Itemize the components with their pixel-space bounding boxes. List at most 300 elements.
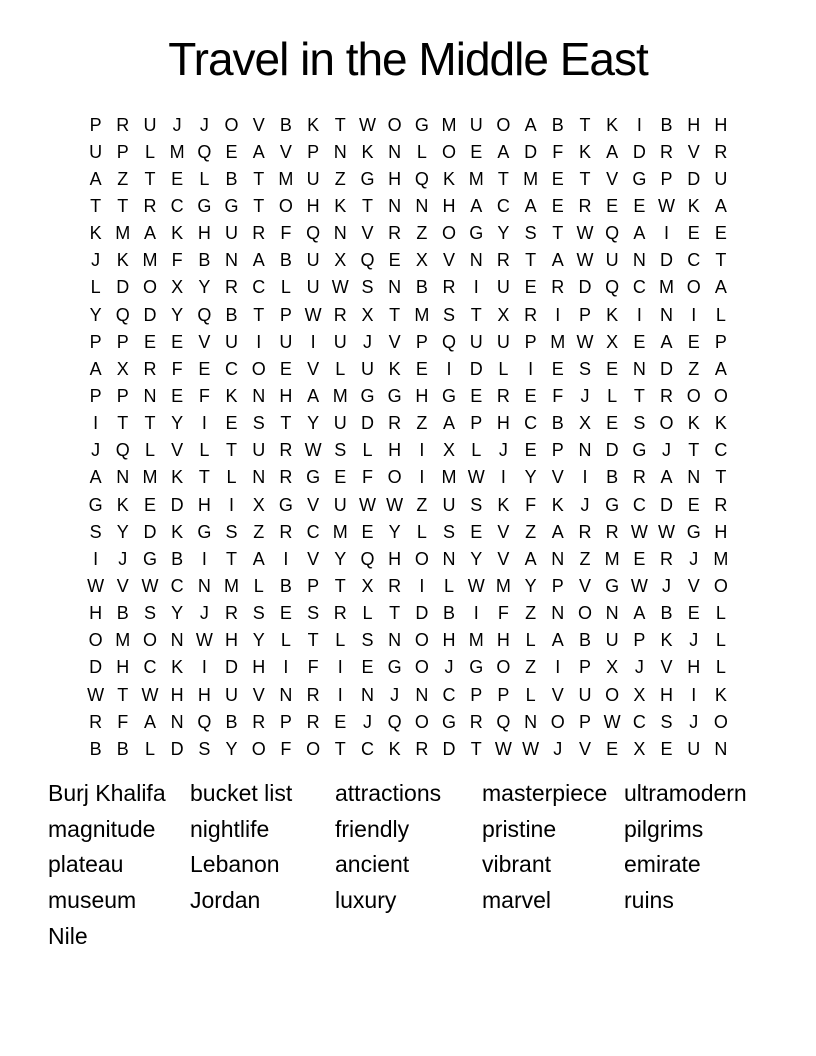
grid-letter: O [414,630,429,651]
grid-letter: R [660,385,674,406]
grid-letter: V [497,521,510,542]
grid-letter: A [252,548,265,569]
grid-letter: O [414,548,429,569]
grid-letter: C [496,195,510,216]
grid-letter: G [686,521,701,542]
grid-letter: B [116,603,129,624]
grid-letter: T [226,440,238,461]
grid-letter: K [687,195,700,216]
grid-letter: W [576,250,594,271]
grid-letter: E [687,603,700,624]
grid-letter: R [551,277,565,298]
grid-letter: L [362,603,373,624]
grid-letter: H [687,657,701,678]
grid-letter: X [633,738,646,759]
grid-letter: O [577,603,592,624]
grid-letter: F [552,385,564,406]
grid-letter: F [552,141,564,162]
grid-letter: R [143,195,157,216]
grid-letter: P [551,440,564,461]
grid-letter: A [143,223,156,244]
grid-letter: I [337,657,343,678]
grid-letter: S [198,738,211,759]
grid-letter: O [550,711,565,732]
grid-letter: G [605,575,620,596]
grid-letter: R [632,467,646,488]
grid-letter: G [197,195,212,216]
grid-letter: U [225,331,239,352]
grid-letter: X [361,304,374,325]
grid-letter: R [89,711,103,732]
grid-letter: I [337,684,343,705]
grid-letter: Q [442,331,457,352]
grid-letter: P [89,385,102,406]
grid-letter: N [415,195,429,216]
grid-letter: E [279,603,292,624]
grid-letter: K [225,385,238,406]
grid-letter: M [115,630,131,651]
grid-letter: U [333,494,347,515]
grid-letter: N [170,711,184,732]
grid-letter: U [442,494,456,515]
grid-letter: S [334,440,347,461]
grid-letter: B [171,548,184,569]
grid-letter: I [500,467,506,488]
grid-letter: C [252,277,266,298]
grid-letter: U [306,168,320,189]
grid-letter: E [198,358,211,379]
grid-letter: I [473,603,479,624]
grid-letter: N [170,630,184,651]
grid-letter: I [283,657,289,678]
grid-letter: R [388,575,402,596]
grid-letter: I [419,440,425,461]
grid-letter: P [714,331,727,352]
grid-letter: R [252,711,266,732]
grid-letter: V [551,467,564,488]
grid-letter: O [88,630,103,651]
grid-letter: O [442,223,457,244]
grid-letter: E [171,168,184,189]
grid-letter: W [576,331,594,352]
grid-letter: G [88,494,103,515]
word-list-item: luxury [335,887,397,914]
grid-letter: T [90,195,102,216]
grid-letter: E [606,738,619,759]
grid-letter: A [551,630,564,651]
grid-letter: V [660,657,673,678]
word-list-item: nightlife [190,815,270,842]
grid-letter: R [279,440,293,461]
puzzle-title: Travel in the Middle East [168,33,648,85]
grid-letter: O [387,467,402,488]
grid-letter: V [252,684,265,705]
grid-letter: D [415,603,429,624]
grid-letter: K [443,168,456,189]
grid-letter: I [664,223,670,244]
grid-letter: I [283,548,289,569]
grid-letter: U [279,331,293,352]
grid-letter: K [171,657,184,678]
grid-letter: D [578,277,592,298]
grid-letter: X [606,331,619,352]
grid-letter: V [279,141,292,162]
grid-letter: G [632,440,647,461]
grid-letter: A [660,331,673,352]
grid-letter: Y [470,548,483,569]
grid-letter: U [225,223,239,244]
grid-letter: Y [388,521,401,542]
grid-letter: G [387,385,402,406]
grid-letter: D [143,304,157,325]
grid-letter: S [470,494,483,515]
grid-letter: T [253,304,265,325]
grid-letter: H [197,223,211,244]
grid-letter: U [605,250,619,271]
grid-letter: N [551,548,565,569]
grid-letter: G [632,168,647,189]
grid-letter: V [307,358,320,379]
grid-letter: K [714,413,727,434]
grid-letter: I [93,548,99,569]
grid-letter: R [605,521,619,542]
grid-letter: B [89,738,102,759]
grid-letter: E [225,413,238,434]
grid-letter: P [470,684,483,705]
grid-letter: T [144,413,156,434]
grid-letter: E [687,223,700,244]
grid-letter: A [89,168,102,189]
grid-letter: P [116,385,129,406]
grid-letter: Z [416,223,428,244]
grid-letter: B [279,114,292,135]
grid-letter: Z [579,548,591,569]
grid-letter: R [225,603,239,624]
grid-letter: L [416,141,427,162]
grid-letter: R [660,548,674,569]
grid-letter: J [444,657,454,678]
grid-letter: Q [197,304,212,325]
grid-letter: I [201,413,207,434]
grid-letter: W [331,277,349,298]
grid-letter: O [306,738,321,759]
grid-letter: C [360,738,374,759]
grid-letter: M [468,168,484,189]
word-list-item: emirate [624,851,701,878]
grid-letter: M [441,114,457,135]
grid-letter: D [225,657,239,678]
grid-letter: P [307,141,320,162]
grid-letter: R [578,521,592,542]
grid-letter: J [553,738,563,759]
grid-letter: C [306,521,320,542]
grid-letter: I [229,494,235,515]
grid-letter: U [306,250,320,271]
grid-letter: L [280,630,291,651]
grid-letter: H [89,603,103,624]
grid-letter: O [387,114,402,135]
grid-letter: W [658,521,676,542]
grid-letter: K [171,521,184,542]
grid-letter: K [171,223,184,244]
grid-letter: N [197,575,211,596]
grid-letter: D [632,141,646,162]
grid-letter: W [195,630,213,651]
grid-letter: Q [414,168,429,189]
grid-letter: Q [360,548,375,569]
grid-letter: U [306,277,320,298]
grid-letter: F [497,603,509,624]
grid-letter: C [714,440,728,461]
grid-letter: I [201,657,207,678]
grid-letter: R [714,141,728,162]
grid-letter: W [576,223,594,244]
grid-letter: V [252,114,265,135]
grid-letter: S [143,603,156,624]
grid-letter: M [604,548,620,569]
grid-letter: D [170,738,184,759]
grid-letter: O [686,385,701,406]
grid-letter: L [444,575,455,596]
grid-letter: E [334,711,347,732]
word-list-item: Jordan [190,887,261,914]
grid-letter: G [605,494,620,515]
grid-letter: K [116,250,129,271]
grid-letter: L [525,684,536,705]
grid-letter: R [496,250,510,271]
grid-letter: V [443,250,456,271]
grid-letter: T [253,195,265,216]
grid-letter: B [415,277,428,298]
grid-letter: M [550,331,566,352]
grid-letter: L [144,141,155,162]
grid-letter: G [442,385,457,406]
grid-letter: Y [497,223,510,244]
grid-letter: Z [688,358,700,379]
grid-letter: H [388,548,402,569]
grid-letter: O [142,630,157,651]
grid-letter: O [278,195,293,216]
grid-letter: Q [360,250,375,271]
grid-letter: J [362,711,372,732]
grid-letter: M [142,467,158,488]
grid-letter: I [201,548,207,569]
grid-letter: Q [197,711,212,732]
grid-letter: D [116,277,130,298]
grid-letter: A [606,141,619,162]
grid-letter: E [660,738,673,759]
grid-letter: A [633,223,646,244]
grid-letter: L [199,168,210,189]
grid-letter: G [142,548,157,569]
grid-letter: H [714,521,728,542]
grid-letter: L [144,440,155,461]
grid-letter: Y [524,575,537,596]
grid-letter: E [524,385,537,406]
grid-letter: E [470,141,483,162]
grid-letter: I [419,467,425,488]
grid-letter: K [606,304,619,325]
grid-letter: U [333,413,347,434]
grid-letter: F [171,250,183,271]
grid-letter: X [497,304,510,325]
word-list-item: pilgrims [624,815,704,842]
grid-letter: R [306,711,320,732]
grid-letter: V [307,494,320,515]
grid-letter: U [469,114,483,135]
grid-letter: B [578,630,591,651]
grid-letter: J [118,548,128,569]
grid-letter: H [197,684,211,705]
grid-letter: Q [197,141,212,162]
grid-letter: J [498,440,508,461]
word-list-item: plateau [48,851,124,878]
grid-letter: I [93,413,99,434]
grid-letter: T [579,114,591,135]
grid-letter: J [662,575,672,596]
grid-letter: A [252,141,265,162]
grid-letter: N [252,385,266,406]
grid-letter: B [279,575,292,596]
grid-letter: E [470,521,483,542]
grid-letter: P [497,684,510,705]
grid-letter: T [307,630,319,651]
grid-letter: I [528,358,534,379]
grid-letter: S [443,304,456,325]
grid-letter: H [687,114,701,135]
grid-letter: F [280,738,292,759]
grid-letter: P [279,304,292,325]
grid-letter: D [660,494,674,515]
grid-letter: X [334,250,347,271]
grid-letter: R [333,603,347,624]
grid-letter: D [469,358,483,379]
grid-letter: D [660,250,674,271]
grid-letter: N [225,250,239,271]
grid-letter: V [551,684,564,705]
grid-letter: X [578,413,591,434]
grid-letter: O [713,385,728,406]
grid-letter: K [307,114,320,135]
grid-letter: L [498,358,509,379]
grid-letter: S [660,711,673,732]
grid-letter: E [225,141,238,162]
grid-letter: H [225,630,239,651]
grid-letter: H [496,630,510,651]
grid-letter: K [334,195,347,216]
grid-letter: C [225,358,239,379]
grid-letter: U [225,684,239,705]
grid-letter: N [279,684,293,705]
grid-letter: N [632,358,646,379]
grid-letter: W [141,684,159,705]
grid-letter: W [603,711,621,732]
grid-letter: J [580,494,590,515]
grid-letter: L [253,575,264,596]
grid-letter: A [89,358,102,379]
grid-letter: R [469,711,483,732]
grid-letter: Y [225,738,238,759]
grid-letter: T [334,575,346,596]
grid-letter: G [469,223,484,244]
grid-letter: G [197,521,212,542]
grid-letter: Y [334,548,347,569]
grid-letter: N [605,603,619,624]
grid-letter: I [636,304,642,325]
grid-letter: J [634,657,644,678]
grid-letter: H [306,195,320,216]
grid-letter: E [415,358,428,379]
grid-letter: W [358,114,376,135]
grid-letter: U [333,331,347,352]
grid-letter: Y [252,630,265,651]
grid-letter: N [388,141,402,162]
grid-letter: O [224,114,239,135]
grid-letter: R [116,114,130,135]
grid-letter: E [606,358,619,379]
grid-letter: L [715,304,726,325]
grid-letter: A [524,114,537,135]
grid-letter: T [280,413,292,434]
grid-letter: A [714,358,727,379]
grid-letter: S [225,521,238,542]
grid-letter: J [362,331,372,352]
grid-letter: A [89,467,102,488]
grid-letter: H [197,494,211,515]
grid-letter: T [633,385,645,406]
grid-letter: W [141,575,159,596]
grid-letter: F [361,467,373,488]
grid-letter: N [333,223,347,244]
grid-letter: I [555,657,561,678]
grid-letter: L [715,630,726,651]
grid-letter: K [89,223,102,244]
grid-letter: M [332,521,348,542]
grid-letter: Q [496,711,511,732]
grid-letter: A [443,413,456,434]
grid-letter: E [143,494,156,515]
grid-letter: N [388,277,402,298]
word-list-item: Lebanon [190,851,280,878]
grid-letter: V [198,331,211,352]
grid-letter: J [689,630,699,651]
grid-letter: E [171,385,184,406]
grid-letter: V [578,575,591,596]
grid-letter: W [87,684,105,705]
grid-letter: D [143,521,157,542]
grid-letter: S [252,413,265,434]
grid-letter: U [496,331,510,352]
grid-letter: W [304,304,322,325]
grid-letter: Z [416,494,428,515]
grid-letter: G [387,657,402,678]
grid-letter: M [115,223,131,244]
grid-letter: R [279,521,293,542]
grid-letter: T [688,440,700,461]
grid-letter: V [171,440,184,461]
grid-letter: K [551,494,564,515]
grid-letter: U [469,331,483,352]
grid-letter: H [252,657,266,678]
grid-letter: T [117,413,129,434]
grid-letter: N [360,684,374,705]
grid-letter: B [225,168,238,189]
grid-letter: E [687,331,700,352]
grid-letter: R [306,684,320,705]
grid-letter: B [279,250,292,271]
grid-letter: G [360,385,375,406]
letter-grid [82,111,735,762]
